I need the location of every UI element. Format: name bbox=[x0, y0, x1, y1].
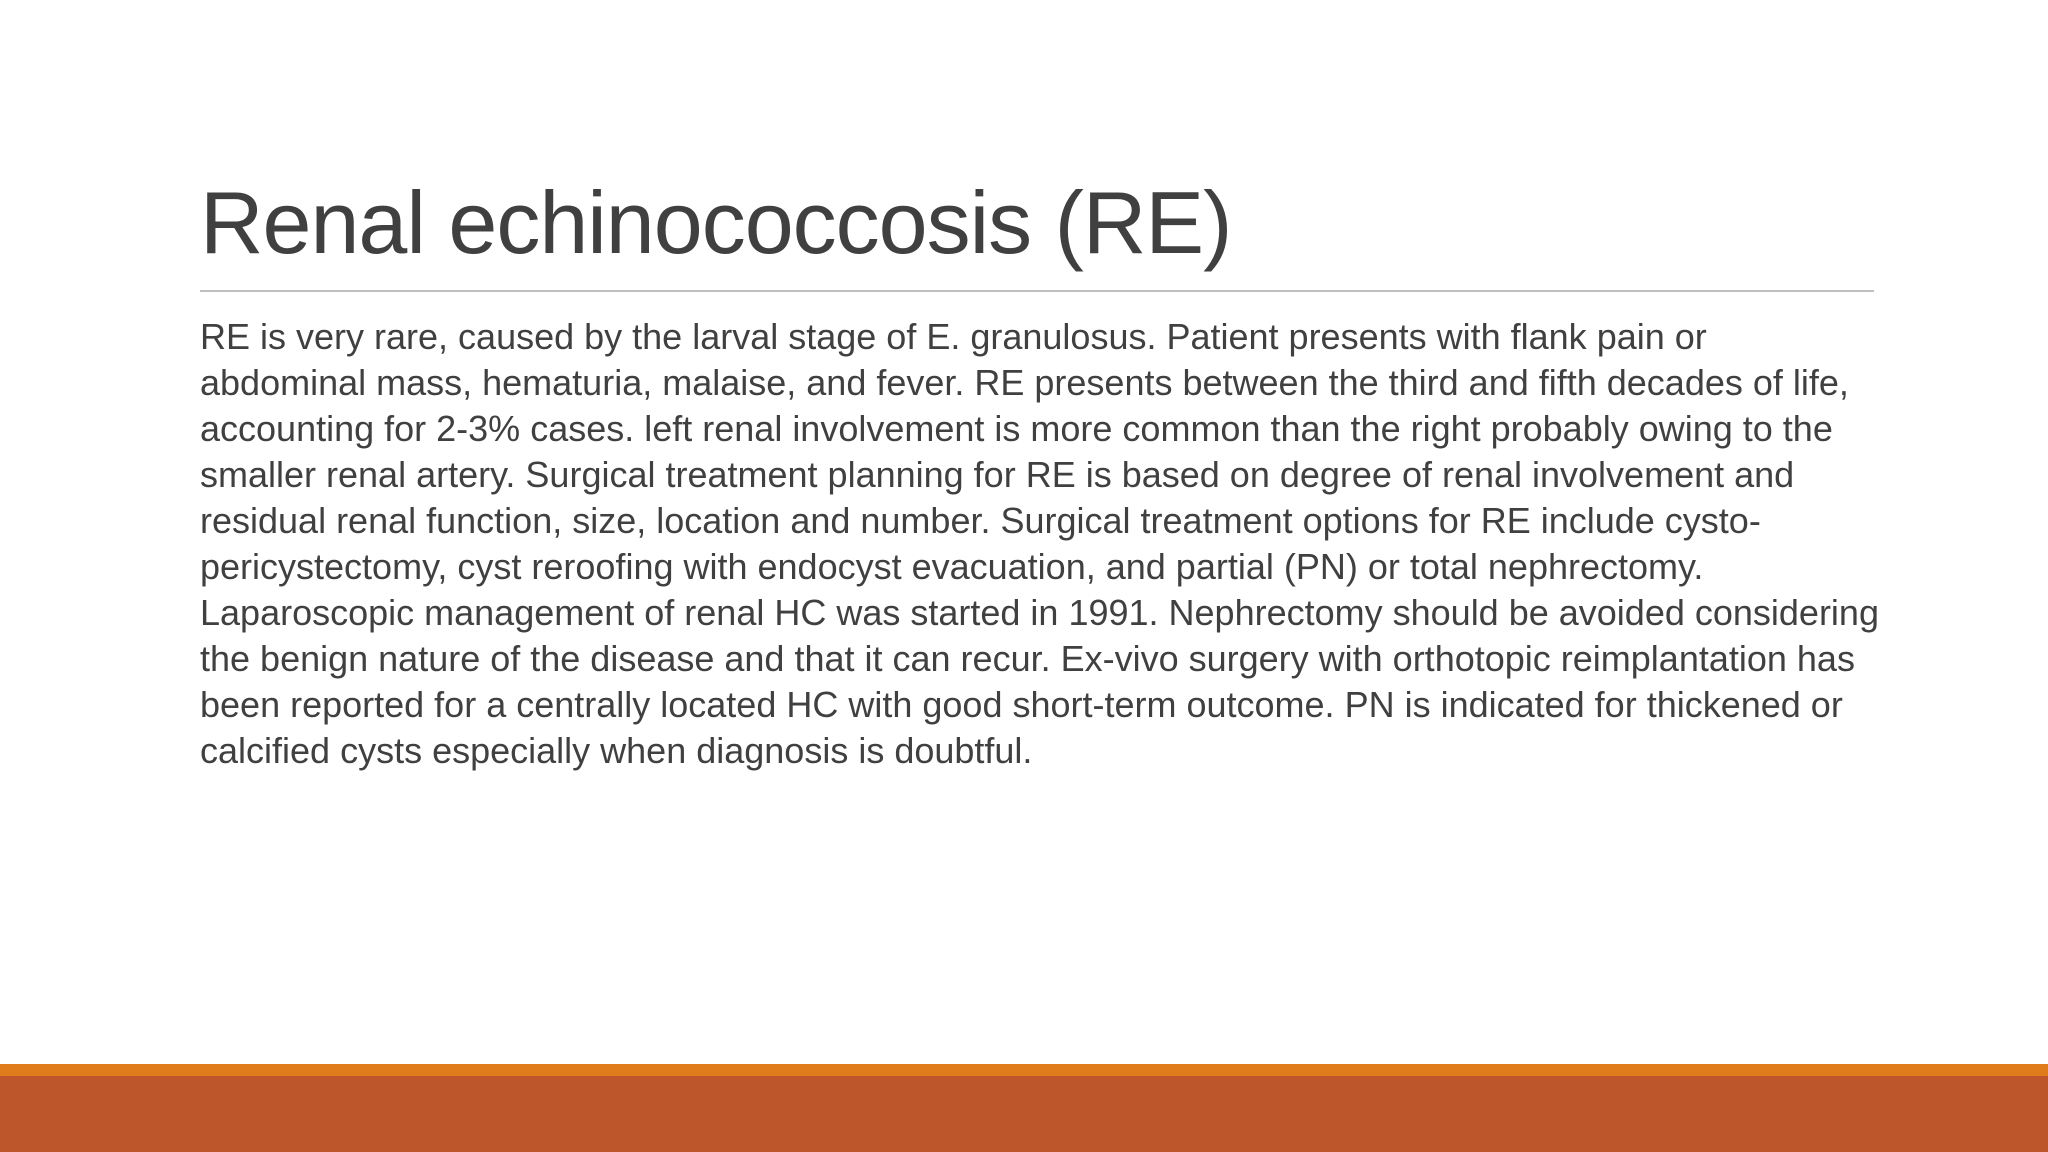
footer-band bbox=[0, 1076, 2048, 1152]
title-divider bbox=[200, 290, 1874, 292]
slide-title: Renal echinococcosis (RE) bbox=[200, 173, 1232, 272]
slide-body-text: RE is very rare, caused by the larval stage of E. granulosus. Patient presents with flank pain or abdominal mass, hematuria, malaise, and fever. RE presents between the third and fifth decades of life, accounting for 2-3% cases. left renal involvement is more common than the right probably owing to the smaller renal artery. Surgical treatment planning for RE is based on degree of renal involvement and residual renal function, size, location and number. Surgical treatment options for RE include cysto-pericystectomy, cyst reroofing with endocyst evacuation, and partial (PN) or total nephrectomy. Laparoscopic management of renal HC was started in 1991. Nephrectomy should be avoided considering the benign nature of the disease and that it can recur. Ex-vivo surgery with orthotopic reimplantation has been reported for a centrally located HC with good short-term outcome. PN is indicated for thickened or calcified cysts especially when diagnosis is doubtful. bbox=[200, 316, 1879, 771]
footer-accent-stripe bbox=[0, 1064, 2048, 1076]
